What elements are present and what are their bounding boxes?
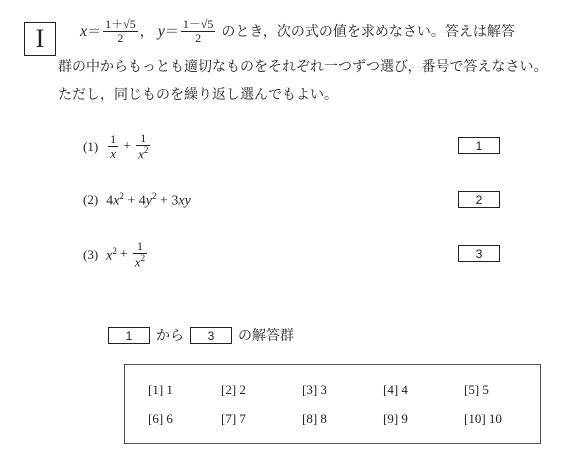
choice-10[interactable]: [10] 10 (464, 411, 502, 426)
question-2-expression: $4x^2 + 4y^2 + 3xy$ (106, 191, 191, 209)
y-fraction (181, 18, 216, 45)
answer-group-from-box: 1 (108, 327, 150, 344)
choice-2[interactable]: [2] 2 (221, 382, 246, 397)
x-fraction (103, 18, 138, 45)
equals-sign: ＝ (87, 23, 102, 40)
question-1 (83, 132, 152, 162)
y-denominator: 2 (195, 31, 202, 46)
question-3-label: (3) (83, 246, 99, 262)
answer-box-1[interactable]: 1 (458, 137, 500, 154)
choice-1[interactable]: [1] 1 (148, 382, 173, 397)
answer-box-2[interactable]: 2 (458, 191, 500, 208)
choice-6[interactable]: [6] 6 (148, 411, 173, 426)
answer-group-kara: から (156, 327, 184, 344)
question-2 (83, 191, 191, 210)
statement-text-3: ただし，同じものを繰り返し選んでもよい。 (58, 87, 338, 103)
question-2-label: (2) (83, 192, 99, 208)
answer-choices-box (124, 364, 541, 444)
problem-number: I (24, 22, 56, 56)
statement-text-2: 群の中からもっとも適切なものをそれぞれ一つずつ選び，番号で答えなさい。 (58, 59, 548, 75)
x-denominator: 2 (117, 31, 124, 46)
choice-3[interactable]: [3] 3 (302, 382, 327, 397)
x-variable: x (80, 22, 88, 40)
choice-8[interactable]: [8] 8 (302, 411, 327, 426)
choice-7[interactable]: [7] 7 (221, 411, 246, 426)
x-numerator: 1＋√5 (105, 17, 136, 31)
problem-statement-line1 (80, 18, 515, 45)
question-3-expression: $x^2$ + $\frac{1}{x^2}$ (106, 239, 146, 270)
statement-text-1: のとき，次の式の値を求めなさい。答えは解答 (221, 23, 515, 40)
equals-sign: ＝ (164, 23, 179, 40)
question-1-expression: $\frac{1}{x}$ + $\frac{1}{x^2}$ (110, 131, 149, 162)
y-variable: y (157, 22, 165, 40)
choice-9[interactable]: [9] 9 (383, 411, 408, 426)
answer-group-to-box: 3 (190, 327, 232, 344)
comma: ， (139, 23, 154, 40)
answer-group-suffix: の解答群 (238, 327, 294, 344)
answer-box-3[interactable]: 3 (458, 245, 500, 262)
choice-5[interactable]: [5] 5 (464, 382, 489, 397)
y-numerator: 1－√5 (182, 17, 214, 31)
choice-4[interactable]: [4] 4 (383, 382, 408, 397)
answer-group-header (108, 327, 294, 344)
question-3 (83, 240, 149, 270)
question-1-label: (1) (83, 138, 99, 154)
